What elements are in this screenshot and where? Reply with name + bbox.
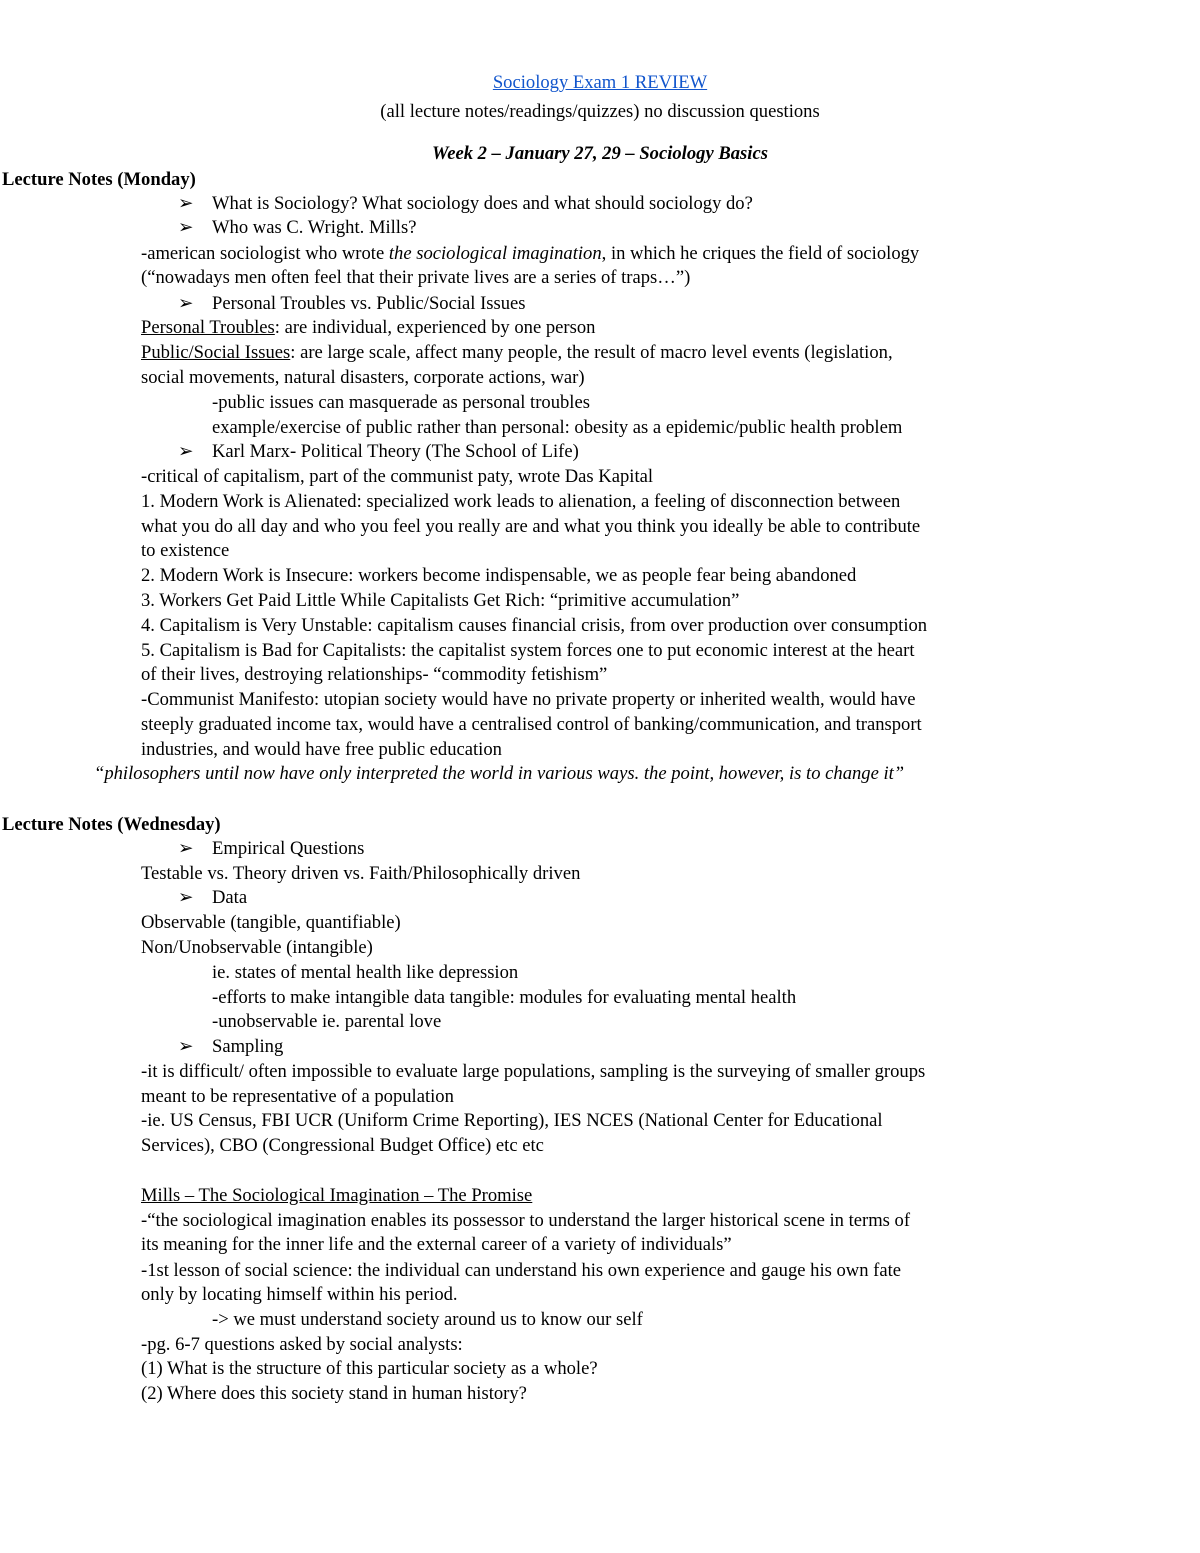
document-title-link[interactable]: Sociology Exam 1 REVIEW [492,72,708,93]
analyst-question-2: (2) Where does this society stand in human history? [141,1383,527,1404]
marx-point-3: 3. Workers Get Paid Little While Capitalists Get Rich: “primitive accumulation” [141,590,740,611]
data-example-1: ie. states of mental health like depression [212,962,519,983]
marx-point-2: 2. Modern Work is Insecure: workers become indispensable, we as people fear being abandoned [141,565,857,586]
data-observable: Observable (tangible, quantifiable) [141,912,401,933]
public-issues-example: example/exercise of public rather than personal: obesity as a epidemic/public health problem [212,417,903,438]
bullet-what-is-sociology: ➢ What is Sociology? What sociology does and what should sociology do? [178,192,753,217]
reading-note-1-cont: its meaning for the inner life and the external career of a variety of individuals” [141,1234,732,1255]
mills-description: -american sociologist who wrote the sociological imagination, in which he criques the field of sociology [141,243,920,264]
data-example-3: -unobservable ie. parental love [212,1011,442,1032]
data-example-2: -efforts to make intangible data tangible: modules for evaluating mental health [212,987,797,1008]
reading-note-4: -pg. 6-7 questions asked by social analysts: [141,1334,463,1355]
sampling-note-2: meant to be representative of a population [141,1086,454,1107]
sampling-note-1: -it is difficult/ often impossible to evaluate large populations, sampling is the surveying of smaller groups [141,1061,926,1082]
communist-manifesto-2: steeply graduated income tax, would have a centralised control of banking/communication, and transport [141,714,922,735]
communist-manifesto-3: industries, and would have free public education [141,739,502,760]
marx-note: -critical of capitalism, part of the communist paty, wrote Das Kapital [141,466,654,487]
marx-point-1: 1. Modern Work is Alienated: specialized work leads to alienation, a feeling of disconnection between [141,491,901,512]
document-title[interactable] [0,71,1200,96]
monday-heading: Lecture Notes (Monday) [2,169,196,190]
communist-manifesto-1: -Communist Manifesto: utopian society would have no private property or inherited wealth, would have [141,689,916,710]
bullet-karl-marx: ➢ Karl Marx- Political Theory (The School of Life) [178,440,579,465]
bullet-data: ➢ Data [178,886,247,911]
data-unobservable: Non/Unobservable (intangible) [141,937,373,958]
empirical-note: Testable vs. Theory driven vs. Faith/Philosophically driven [141,863,581,884]
bullet-empirical-questions: ➢ Empirical Questions [178,837,364,862]
bullet-sampling: ➢ Sampling [178,1035,283,1060]
week-heading: Week 2 – January 27, 29 – Sociology Basics [432,143,768,164]
sampling-examples-1: -ie. US Census, FBI UCR (Uniform Crime Reporting), IES NCES (National Center for Educational [141,1110,883,1131]
reading-note-2: -1st lesson of social science: the individual can understand his own experience and gauge his own fate [141,1260,902,1281]
book-title: the sociological imagination [388,243,602,264]
marx-point-1-cont: what you do all day and who you feel you really are and what you think you ideally be able to contribute [141,516,921,537]
marx-point-1-end: to existence [141,540,230,561]
public-issues-definition-cont: social movements, natural disasters, corporate actions, war) [141,367,585,388]
public-issues-note: -public issues can masquerade as personal troubles [212,392,590,413]
reading-note-3: -> we must understand society around us to know our self [212,1309,643,1330]
bullet-troubles-vs-issues: ➢ Personal Troubles vs. Public/Social Issues [178,292,526,317]
sampling-examples-2: Services), CBO (Congressional Budget Office) etc etc [141,1135,544,1156]
marx-quote: “philosophers until now have only interpreted the world in various ways. the point, however, is to change it” [94,763,905,784]
personal-troubles-definition: Personal Troubles: are individual, experienced by one person [141,317,596,338]
wednesday-heading: Lecture Notes (Wednesday) [2,814,221,835]
reading-note-1: -“the sociological imagination enables its possessor to understand the larger historical scene in terms of [141,1210,911,1231]
mills-quote: (“nowadays men often feel that their private lives are a series of traps…”) [141,267,691,288]
reading-heading: Mills – The Sociological Imagination – The Promise [141,1185,533,1206]
public-issues-definition: Public/Social Issues: are large scale, affect many people, the result of macro level events (legislation, [141,342,893,363]
bullet-who-was-mills: ➢ Who was C. Wright. Mills? [178,216,416,241]
term-public-issues: Public/Social Issues [141,342,291,363]
term-personal-troubles: Personal Troubles [141,317,275,338]
marx-point-4: 4. Capitalism is Very Unstable: capitalism causes financial crisis, from over production over consumption [141,615,928,636]
marx-point-5-cont: of their lives, destroying relationships- “commodity fetishism” [141,664,608,685]
reading-note-2-cont: only by locating himself within his period. [141,1284,458,1305]
document-subtitle: (all lecture notes/readings/quizzes) no discussion questions [380,101,820,122]
marx-point-5: 5. Capitalism is Bad for Capitalists: the capitalist system forces one to put economic interest at the heart [141,640,915,661]
analyst-question-1: (1) What is the structure of this particular society as a whole? [141,1358,598,1379]
